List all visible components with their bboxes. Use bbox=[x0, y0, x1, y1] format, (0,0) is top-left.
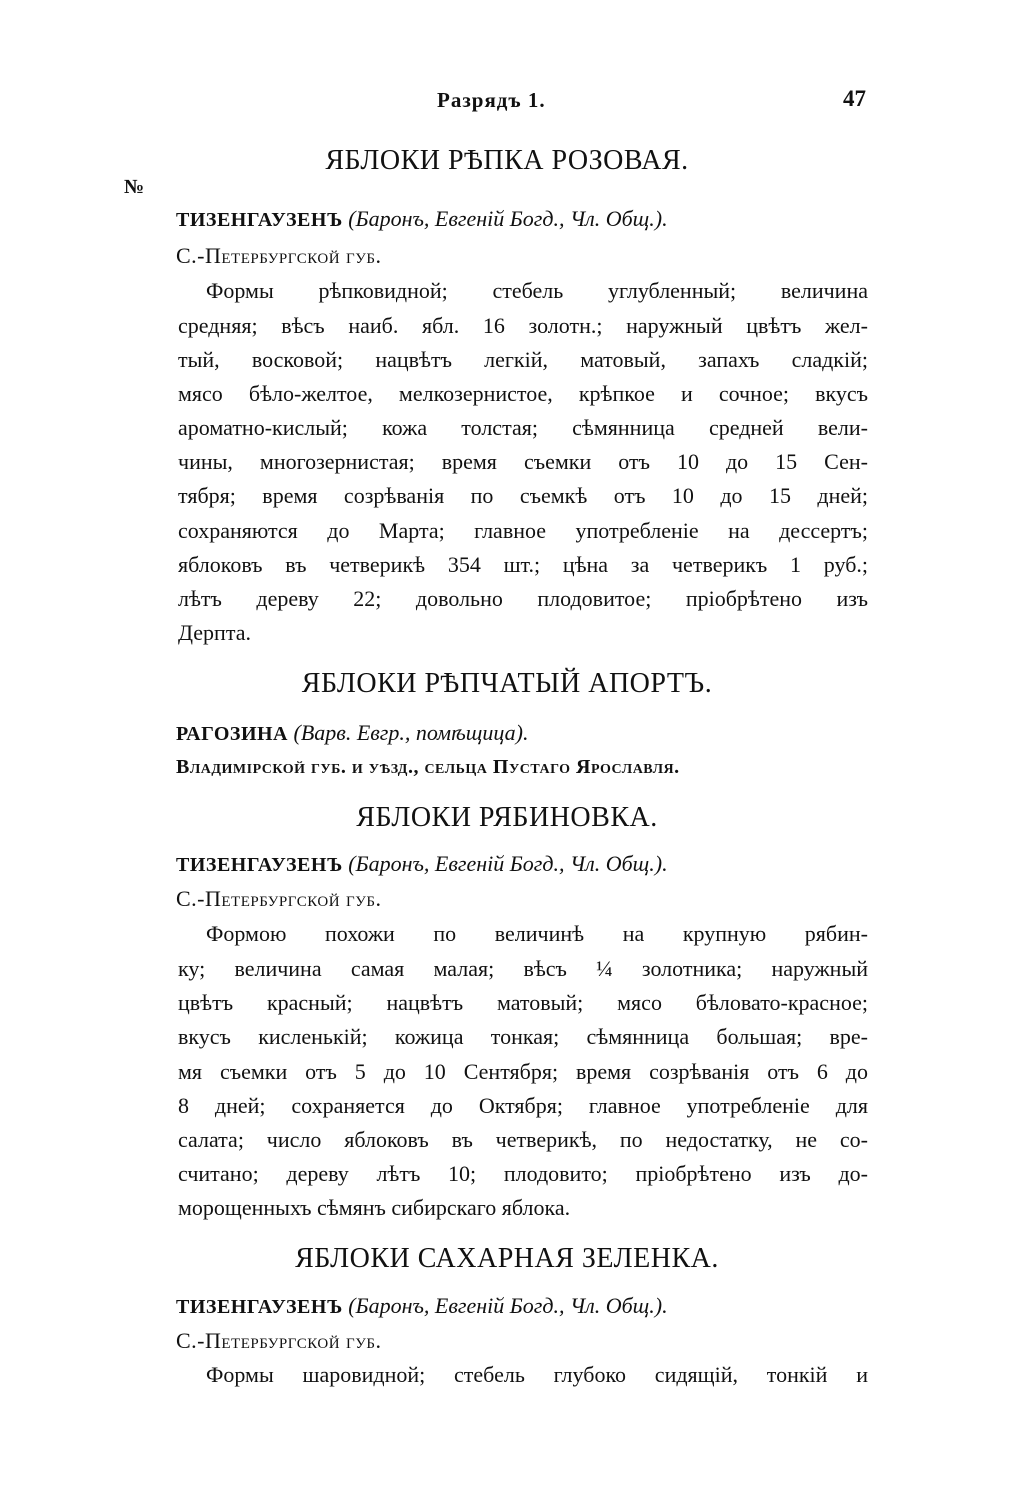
location-line: Владимірской губ. и уѣзд., сельца Пустаго Ярославля. bbox=[176, 756, 680, 778]
description-line: мя съемки отъ 5 до 10 Сентября; время созрѣванія отъ 6 до bbox=[178, 1059, 868, 1084]
location-line: С.-Петербургской губ. bbox=[176, 1328, 382, 1353]
author-title: (Баронъ, Евгеній Богд., Чл. Общ.). bbox=[348, 206, 668, 231]
author-line bbox=[176, 851, 668, 877]
description-line: 8 дней; сохраняется до Октября; главное употребленіе для bbox=[178, 1093, 868, 1118]
section-heading: ЯБЛОКИ РѢПЧАТЫЙ АПОРТЪ. bbox=[301, 668, 713, 699]
author-title: (Варв. Евгр., помѣщица). bbox=[293, 720, 529, 745]
description-line: считано; дереву лѣтъ 10; плодовито; пріобрѣтено изъ до- bbox=[178, 1161, 868, 1186]
description-line: салата; число яблоковъ въ четверикѣ, по недостатку, не со- bbox=[178, 1127, 868, 1152]
description-line: Формою похожи по величинѣ на крупную рябин- bbox=[206, 921, 868, 946]
description-line: тября; время созрѣванія по съемкѣ отъ 10 до 15 дней; bbox=[178, 483, 868, 508]
location-line: С.-Петербургской губ. bbox=[176, 243, 382, 268]
author-line bbox=[176, 206, 668, 232]
author-name: РАГОЗИНА bbox=[176, 723, 288, 745]
description-line: тый, восковой; нацвѣтъ легкій, матовый, запахъ сладкій; bbox=[178, 347, 868, 372]
page-number: 47 bbox=[843, 86, 866, 111]
author-name: ТИЗЕНГАУЗЕНЪ bbox=[176, 1296, 343, 1318]
running-head: Разрядъ 1. bbox=[437, 88, 546, 112]
description-line: Формы шаровидной; стебель глубоко сидящій, тонкій и bbox=[206, 1362, 868, 1387]
section-heading: ЯБЛОКИ РЯБИНОВКА. bbox=[356, 802, 658, 833]
description-line: мясо бѣло-желтое, мелкозернистое, крѣпкое и сочное; вкусъ bbox=[178, 381, 868, 406]
description-line: средняя; вѣсъ наиб. ябл. 16 золотн.; наружный цвѣтъ жел- bbox=[178, 313, 868, 338]
description-line: сохраняются до Марта; главное употребленіе на дессертъ; bbox=[178, 518, 868, 543]
author-name: ТИЗЕНГАУЗЕНЪ bbox=[176, 854, 343, 876]
section-heading: ЯБЛОКИ РѢПКА РОЗОВАЯ. bbox=[325, 145, 689, 176]
location-line: С.-Петербургской губ. bbox=[176, 886, 382, 911]
author-line bbox=[176, 1293, 668, 1319]
section-heading: ЯБЛОКИ САХАРНАЯ ЗЕЛЕНКА. bbox=[295, 1243, 719, 1274]
description-line: ароматно-кислый; кожа толстая; сѣмянница средней вели- bbox=[178, 415, 868, 440]
description-line: Дерпта. bbox=[178, 620, 251, 645]
description-line: лѣтъ дереву 22; довольно плодовитое; пріобрѣтено изъ bbox=[178, 586, 868, 611]
author-name: ТИЗЕНГАУЗЕНЪ bbox=[176, 209, 343, 231]
description-line: цвѣтъ красный; нацвѣтъ матовый; мясо бѣловато-красное; bbox=[178, 990, 868, 1015]
description-line: яблоковъ въ четверикѣ 354 шт.; цѣна за четверикъ 1 руб.; bbox=[178, 552, 868, 577]
author-line bbox=[176, 720, 528, 746]
author-title: (Баронъ, Евгеній Богд., Чл. Общ.). bbox=[348, 1293, 668, 1318]
description-line: вкусъ кисленькій; кожица тонкая; сѣмянница большая; вре- bbox=[178, 1024, 868, 1049]
author-title: (Баронъ, Евгеній Богд., Чл. Общ.). bbox=[348, 851, 668, 876]
description-line: Формы рѣпковидной; стебель углубленный; величина bbox=[206, 278, 868, 303]
description-line: ку; величина самая малая; вѣсъ ¼ золотника; наружный bbox=[178, 956, 868, 981]
number-mark: № bbox=[124, 176, 145, 198]
description-line: чины, многозернистая; время съемки отъ 10 до 15 Сен- bbox=[178, 449, 868, 474]
description-line: морощенныхъ сѣмянъ сибирскаго яблока. bbox=[178, 1195, 571, 1220]
